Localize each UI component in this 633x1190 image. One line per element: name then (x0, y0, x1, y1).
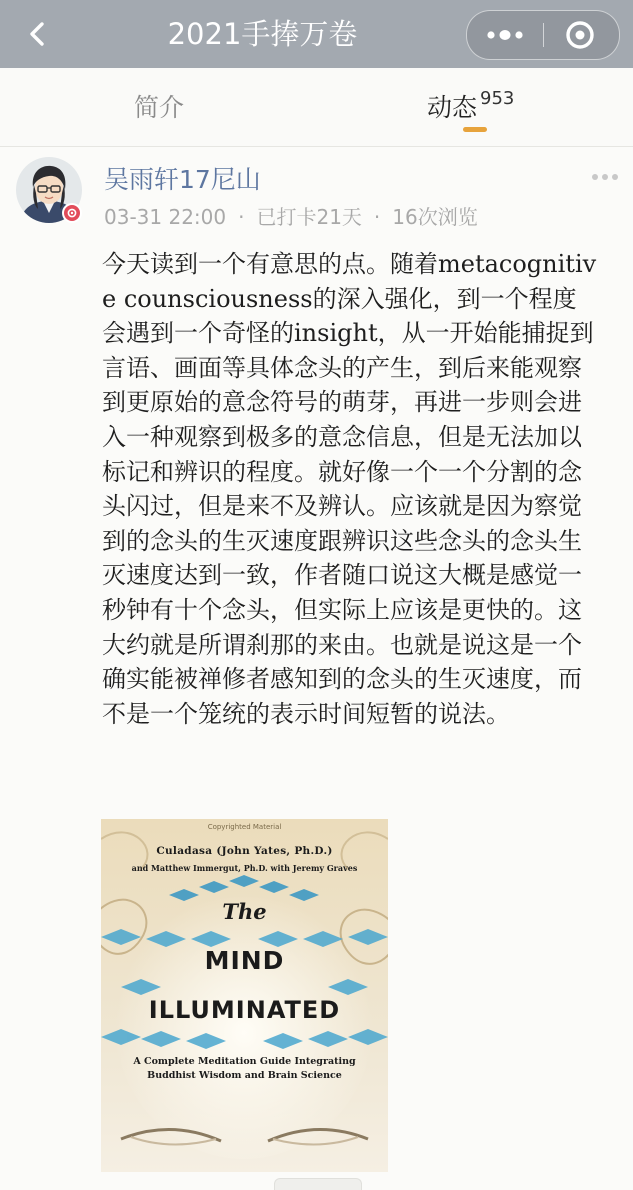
tab-activity[interactable] (427, 88, 514, 128)
book-coauthors: and Matthew Immergut, Ph.D. with Jeremy Graves (131, 863, 358, 873)
mini-program-capsule (466, 10, 620, 60)
post-checkin-days: 已打卡21天 (256, 205, 362, 229)
bottom-handle (274, 1178, 362, 1190)
post-author-name[interactable]: 吴雨轩17尼山 (104, 165, 261, 194)
post-more-icon[interactable] (590, 170, 620, 184)
tab-activity-label: 动态 (427, 93, 478, 122)
badge-icon (62, 203, 82, 223)
book-author: Culadasa (John Yates, Ph.D.) (156, 845, 333, 857)
book-copyright: Copyrighted Material (207, 823, 282, 831)
page-title: 2021手捧万卷 (167, 17, 358, 51)
more-dots-icon[interactable] (467, 11, 543, 59)
meta-separator: · (373, 205, 381, 229)
post-date: 03-31 22:00 (104, 205, 227, 229)
post-content: 今天读到一个有意思的点。随着metacognitive counsciousness的深入强化，到一个程度会遇到一个奇怪的insight，从一开始能捕捉到言语、画面等具体念头的产生，到后来能观察到更原始的意念符号的萌芽，再进一步则会进入一种观察到极多的意念信息，但是无法加以标记和辨识的程度。就好像一个一个分割的念头闪过，但是来不及辨认。应该就是因为察觉到的念头的生灭速度跟辨识这些念头的念头生灭速度达到一致，作者随口说这大概是感觉一秒钟有十个念头，但实际上应该是更快的。这大约就是所谓刹那的来由。也就是说这是一个确实能被禅修者感知到的念头的生灭速度，而不是一个笼统的表示时间短暂的说法。 (102, 250, 597, 728)
target-close-icon[interactable] (544, 11, 619, 59)
post-meta (104, 201, 478, 230)
book-title-mind: MIND (204, 946, 285, 975)
tab-bar (0, 68, 633, 147)
book-subtitle: A Complete Meditation Guide Integrating Buddhist Wisdom and Brain Science (133, 1056, 356, 1081)
title-bar (0, 0, 633, 68)
meta-separator: · (238, 205, 245, 229)
tab-intro-label: 简介 (134, 93, 185, 122)
active-tab-indicator (463, 127, 487, 132)
post-views: 16次浏览 (392, 205, 478, 229)
book-title-illuminated: ILLUMINATED (148, 996, 341, 1024)
tab-intro[interactable] (134, 88, 184, 128)
book-cover-image[interactable] (101, 819, 388, 1172)
book-title-the: The (222, 899, 267, 924)
tab-activity-count: 953 (480, 88, 515, 109)
